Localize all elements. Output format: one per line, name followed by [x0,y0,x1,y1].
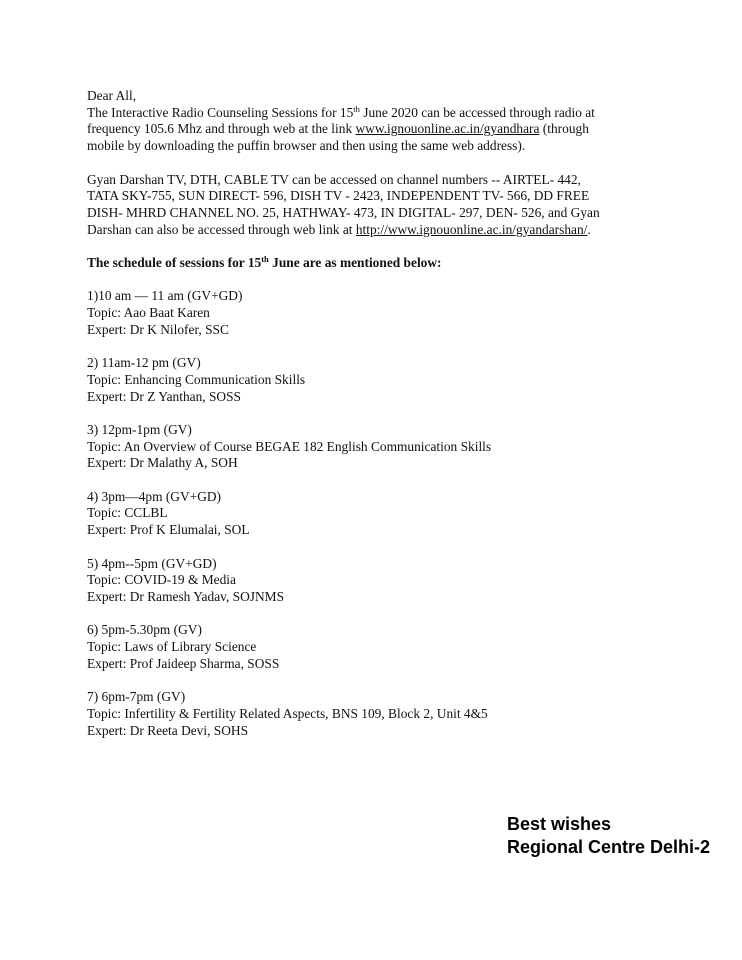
radio-line-2 [87,121,687,138]
radio-line-1-text-b: June 2020 can be accessed through radio at [359,104,595,120]
session-topic: Topic: Laws of Library Science [87,639,257,655]
tv-paragraph [87,172,687,239]
session-expert: Expert: Dr K Nilofer, SSC [87,321,229,337]
radio-line-1 [87,105,687,122]
tv-line-3: DISH- MHRD CHANNEL NO. 25, HATHWAY- 473, IN DIGITAL- 297, DEN- 526, and Gyan [87,204,600,220]
date-ordinal-suffix: th [353,103,360,114]
session-topic: Topic: An Overview of Course BEGAE 182 English Communication Skills [87,438,492,454]
session-time: 7) 6pm-7pm (GV) [87,689,186,705]
session-time: 2) 11am-12 pm (GV) [87,355,201,371]
best-wishes-text: Best wishes [507,814,612,834]
session-2 [87,355,687,405]
tv-line-2: TATA SKY-755, SUN DIRECT- 596, DISH TV - 2423, INDEPENDENT TV- 566, DD FREE [87,188,590,204]
session-time: 4) 3pm—4pm (GV+GD) [87,488,222,504]
regional-centre-text: Regional Centre Delhi-2 [507,837,711,857]
session-time: 3) 12pm-1pm (GV) [87,421,192,437]
session-topic: Topic: Infertility & Fertility Related Aspects, BNS 109, Block 2, Unit 4&5 [87,705,488,721]
signoff-block [507,813,710,859]
session-3 [87,422,687,472]
session-time: 1)10 am — 11 am (GV+GD) [87,288,243,304]
gyandarshan-link[interactable]: http://www.ignouonline.ac.in/gyandarshan/ [355,221,588,237]
radio-line-3: mobile by downloading the puffin browser and then using the same web address). [87,138,526,154]
tv-line-4-text-a: Darshan can also be accessed through web link at [87,221,356,237]
schedule-heading-line [87,255,687,272]
session-topic: Topic: Aao Baat Karen [87,305,210,321]
session-expert: Expert: Dr Reeta Devi, SOHS [87,722,249,738]
schedule-heading-text-a: The schedule of sessions for 15 [87,255,262,270]
radio-line-2-text-a: frequency 105.6 Mhz and through web at the link [87,121,356,137]
session-time: 6) 5pm-5.30pm (GV) [87,622,202,638]
session-6 [87,622,687,672]
session-topic: Topic: CCLBL [87,505,168,521]
greeting: Dear All, [87,88,137,103]
tv-line-1: Gyan Darshan TV, DTH, CABLE TV can be accessed on channel numbers -- AIRTEL- 442, [87,171,581,187]
session-1 [87,288,687,338]
tv-line-4-text-b: . [587,221,591,237]
session-time: 5) 4pm--5pm (GV+GD) [87,555,217,571]
session-expert: Expert: Dr Ramesh Yadav, SOJNMS [87,588,285,604]
session-4 [87,489,687,539]
tv-line-4 [87,222,687,239]
schedule-heading-text-b: June are as mentioned below: [268,255,442,270]
session-expert: Expert: Dr Malathy A, SOH [87,455,238,471]
session-5 [87,556,687,606]
session-7 [87,689,687,739]
session-topic: Topic: COVID-19 & Media [87,572,236,588]
gyandhara-link[interactable]: www.ignouonline.ac.in/gyandhara [355,121,540,137]
radio-line-2-text-b: (through [539,121,589,137]
schedule-heading [87,255,687,272]
radio-paragraph [87,105,687,155]
session-topic: Topic: Enhancing Communication Skills [87,371,306,387]
heading-ordinal-suffix: th [261,254,269,264]
session-expert: Expert: Dr Z Yanthan, SOSS [87,388,241,404]
notice-document [87,88,687,756]
radio-line-1-text-a: The Interactive Radio Counseling Sessions for 15 [87,104,354,120]
session-expert: Expert: Prof Jaideep Sharma, SOSS [87,655,280,671]
session-expert: Expert: Prof K Elumalai, SOL [87,522,250,538]
